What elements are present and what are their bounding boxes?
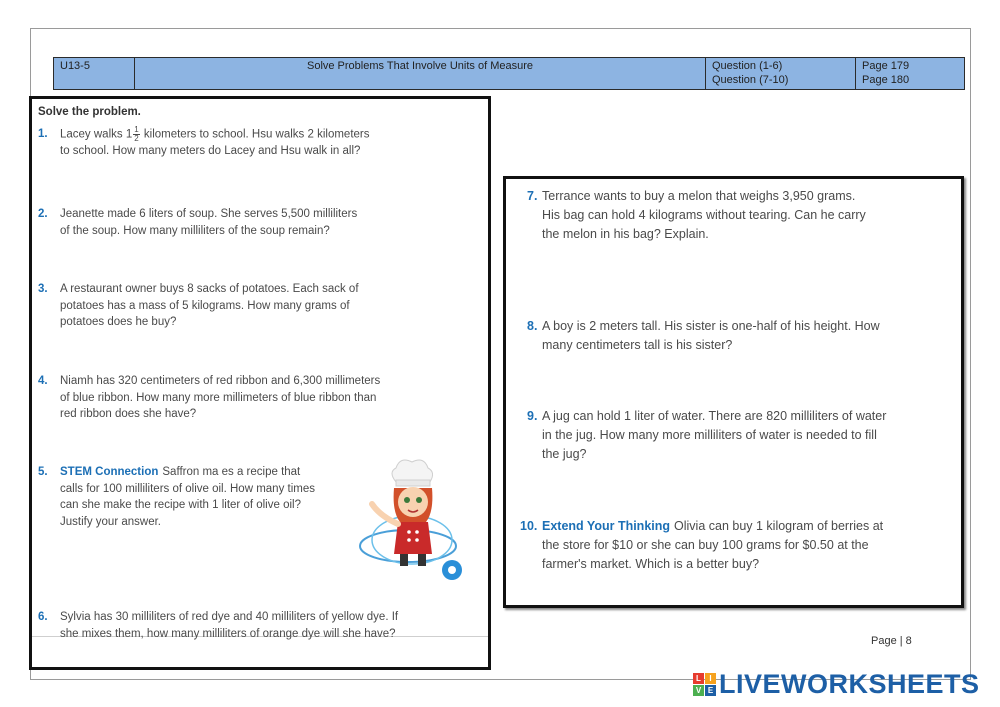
header-table bbox=[53, 57, 965, 90]
question-5-text: Saffron ma es a recipe that calls for 100 milliliters of olive oil. How many times can she make the recipe with 1 liter of olive oil? Justify your answer. bbox=[60, 466, 315, 528]
page-ref-1: Page 179 bbox=[862, 60, 910, 72]
question-range-1: Question (1-6) bbox=[712, 60, 783, 72]
question-6 bbox=[38, 609, 478, 642]
question-7 bbox=[527, 187, 957, 244]
question-9 bbox=[527, 407, 957, 464]
question-8-text: A boy is 2 meters tall. His sister is one-half of his height. How many centimeters tall is his sister? bbox=[542, 319, 880, 352]
page-refs bbox=[856, 58, 965, 90]
question-1-text-start: Lacey walks 1 bbox=[60, 128, 133, 141]
page-number: Page | 8 bbox=[871, 635, 912, 647]
liveworksheets-logo-icon: L I V E bbox=[693, 673, 716, 696]
question-number: 3. bbox=[38, 283, 48, 295]
question-ranges bbox=[706, 58, 856, 90]
question-10 bbox=[520, 517, 957, 574]
question-4 bbox=[38, 373, 478, 423]
question-8 bbox=[527, 317, 957, 355]
liveworksheets-brand bbox=[693, 669, 980, 699]
extend-thinking-label: Extend Your Thinking bbox=[542, 519, 671, 533]
lesson-title: Solve Problems That Involve Units of Measure bbox=[135, 58, 706, 90]
question-1-text-end: kilometers to school. Hsu walks 2 kilometers to school. How many meters do Lacey and Hsu walk in all? bbox=[60, 128, 370, 158]
question-3-text: A restaurant owner buys 8 sacks of potatoes. Each sack of potatoes has a mass of 5 kilograms. How many grams of potatoes does he buy? bbox=[60, 283, 359, 328]
page-ref-2: Page 180 bbox=[862, 74, 910, 86]
question-1 bbox=[38, 126, 478, 160]
unit-code: U13-5 bbox=[54, 58, 135, 90]
question-number: 9. bbox=[527, 409, 538, 423]
question-number: 2. bbox=[38, 208, 48, 220]
question-number: 5. bbox=[38, 466, 48, 478]
question-7-text: Terrance wants to buy a melon that weighs 3,950 grams. His bag can hold 4 kilograms without tearing. Can he carry the melon in his bag? Explain. bbox=[542, 189, 866, 241]
question-2 bbox=[38, 206, 478, 239]
question-number: 1. bbox=[38, 128, 48, 140]
question-number: 6. bbox=[38, 611, 48, 623]
question-10-text: Olivia can buy 1 kilogram of berries at the store for $10 or she can buy 100 grams for $0.50 at the farmer's market. Which is a better buy? bbox=[542, 519, 884, 571]
question-number: 10. bbox=[520, 519, 538, 533]
question-number: 8. bbox=[527, 319, 538, 333]
brand-name: LIVEWORKSHEETS bbox=[719, 668, 980, 699]
question-5 bbox=[38, 464, 358, 530]
question-3 bbox=[38, 281, 478, 331]
question-9-text: A jug can hold 1 liter of water. There are 820 milliliters of water in the jug. How many more milliliters of water is needed to fill the jug? bbox=[542, 409, 887, 461]
question-6-text: Sylvia has 30 milliliters of red dye and 40 milliliters of yellow dye. If she mixes them, how many milliliters of orange dye will she have? bbox=[60, 611, 399, 640]
question-range-2: Question (7-10) bbox=[712, 74, 789, 86]
chef-girl-icon bbox=[356, 458, 468, 586]
section-heading: Solve the problem. bbox=[38, 106, 141, 118]
stem-connection-label: STEM Connection bbox=[60, 466, 159, 478]
fraction-one-half: $\frac{1}{2}$ bbox=[134, 125, 139, 143]
question-4-text: Niamh has 320 centimeters of red ribbon and 6,300 millimeters of blue ribbon. How many more millimeters of blue ribbon than red ribbon does she have? bbox=[60, 375, 381, 420]
question-number: 4. bbox=[38, 375, 48, 387]
question-number: 7. bbox=[527, 189, 538, 203]
question-2-text: Jeanette made 6 liters of soup. She serves 5,500 milliliters of the soup. How many milliliters of the soup remain? bbox=[60, 208, 358, 237]
